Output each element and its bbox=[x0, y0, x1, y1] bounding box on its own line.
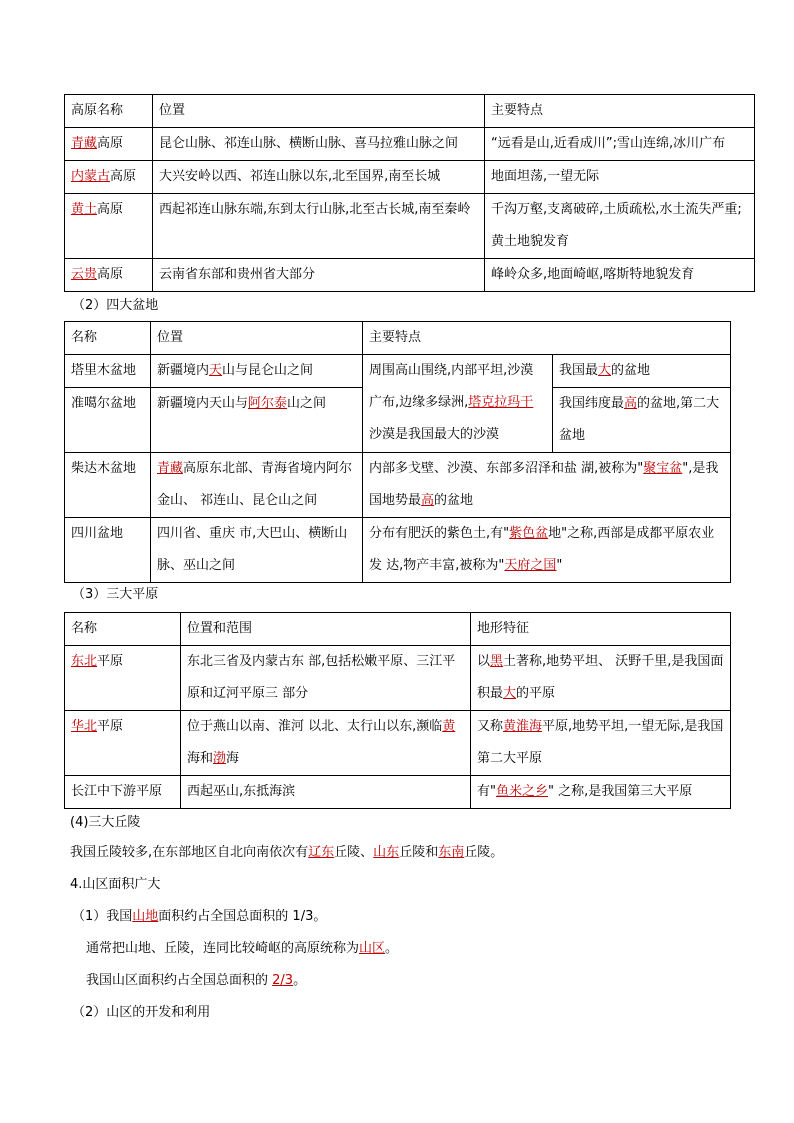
plateau-location: 大兴安岭以西、祁连山脉以东,北至国界,南至长城 bbox=[153, 161, 485, 194]
text-span: 我国山区面积约占全国总面积的 bbox=[86, 973, 273, 988]
plateau-name bbox=[65, 161, 153, 194]
plain-name: 长江中下游平原 bbox=[65, 776, 181, 809]
plain-feature bbox=[471, 776, 731, 809]
hills-paragraph bbox=[70, 843, 503, 863]
text-span: 新疆境内天山与 bbox=[157, 396, 249, 411]
highlight-text: 黄淮海 bbox=[503, 719, 543, 734]
text-span: 丘陵、 bbox=[334, 845, 374, 860]
text-span: 周围高山围绕,内部平坦,沙漠广布,边缘多绿洲, bbox=[369, 363, 534, 410]
highlight-text: 辽东 bbox=[308, 845, 335, 860]
text-span: （1）我国 bbox=[72, 909, 133, 924]
text-span: 有" bbox=[477, 784, 496, 799]
basin-location bbox=[151, 355, 363, 388]
table-row bbox=[65, 776, 731, 809]
plateau-name bbox=[65, 194, 153, 259]
highlight-text: 山东 bbox=[373, 845, 400, 860]
plateau-name bbox=[65, 259, 153, 292]
plain-feature bbox=[471, 646, 731, 711]
table-row bbox=[65, 194, 755, 259]
highlight-text: 华北 bbox=[71, 719, 98, 734]
text-span: 平原 bbox=[97, 719, 124, 734]
text-span: 位于燕山以南、淮河 以北、太行山以东,濒临 bbox=[187, 719, 443, 734]
text-span: 高原东北部、青海省境内阿尔金山、 祁连山、昆仑山之间 bbox=[157, 461, 353, 508]
basin-name: 四川盆地 bbox=[65, 518, 151, 583]
highlight-text: 东南 bbox=[438, 845, 465, 860]
text-span: 的盆地,第二大盆地 bbox=[559, 396, 720, 443]
plain-location bbox=[181, 711, 471, 776]
table-row bbox=[65, 646, 731, 711]
plain-name bbox=[65, 711, 181, 776]
text-span: ",是我国地势最 bbox=[369, 461, 719, 508]
hills-heading: (4)三大丘陵 bbox=[70, 815, 141, 830]
plateau-name bbox=[65, 128, 153, 161]
text-span: 丘陵。 bbox=[464, 845, 504, 860]
header-cell: 名称 bbox=[65, 322, 151, 355]
plain-location: 西起巫山,东抵海滨 bbox=[181, 776, 471, 809]
text-span: 丘陵和 bbox=[399, 845, 439, 860]
text-span: 。 bbox=[385, 941, 399, 956]
header-cell: 地形特征 bbox=[471, 613, 731, 646]
header-cell: 高原名称 bbox=[65, 95, 153, 128]
text-span: 土著称,地势平坦、 沃野千里,是我国面积最 bbox=[477, 654, 724, 701]
plateau-name-suffix: 高原 bbox=[97, 267, 124, 282]
text-span: 海和 bbox=[187, 751, 214, 766]
header-cell: 主要特点 bbox=[363, 322, 731, 355]
table-row bbox=[65, 711, 731, 776]
text-span: 的盆地 bbox=[434, 493, 474, 508]
basin-feature bbox=[553, 388, 731, 453]
plain-location: 东北三省及内蒙古东 部,包括松嫩平原、三江平原和辽河平原三 部分 bbox=[181, 646, 471, 711]
table-row bbox=[65, 453, 731, 518]
text-span: 平原,地势平坦,一望无际,是我国第二大平原 bbox=[477, 719, 724, 766]
header-cell: 位置和范围 bbox=[181, 613, 471, 646]
table-row bbox=[65, 128, 755, 161]
highlight-text: 高 bbox=[421, 493, 435, 508]
plateau-name-suffix: 高原 bbox=[97, 202, 124, 217]
text-span: 的平原 bbox=[516, 686, 556, 701]
text-span: 平原 bbox=[97, 654, 124, 669]
highlight-text: 天 bbox=[209, 363, 223, 378]
plateau-location: 昆仑山脉、祁连山脉、横断山脉、喜马拉雅山脉之间 bbox=[153, 128, 485, 161]
highlight-text: 云贵 bbox=[71, 267, 98, 282]
mountain-paragraph-2 bbox=[86, 939, 398, 959]
plateau-name-suffix: 高原 bbox=[110, 169, 137, 184]
plateau-feature: 地面坦荡,一望无际 bbox=[485, 161, 755, 194]
text-span: 山之间 bbox=[287, 396, 327, 411]
plateau-feature: 千沟万壑,支离破碎,土质疏松,水土流失严重;黄土地貌发育 bbox=[485, 194, 755, 259]
plains-caption: （3）三大平原 bbox=[72, 587, 159, 602]
plateau-location: 云南省东部和贵州省大部分 bbox=[153, 259, 485, 292]
text-span: 地"之称,西部是成都平原农业发 达,物产丰富,被称为" bbox=[369, 526, 715, 573]
plateau-location: 西起祁连山脉东端,东到太行山脉,北至古长城,南至秦岭 bbox=[153, 194, 485, 259]
text-span: 又称 bbox=[477, 719, 504, 734]
highlight-text: 鱼米之乡 bbox=[495, 784, 548, 799]
header-cell: 位置 bbox=[153, 95, 485, 128]
highlight-text: 塔克拉玛干 bbox=[468, 395, 534, 410]
text-span: 。 bbox=[293, 973, 307, 988]
text-span: 我国丘陵较多,在东部地区自北向南依次有 bbox=[70, 845, 309, 860]
basin-location bbox=[151, 388, 363, 453]
text-span: 面积约占全国总面积的 1/3。 bbox=[158, 909, 327, 924]
table-header-row bbox=[65, 95, 755, 128]
text-span: 我国最 bbox=[559, 363, 599, 378]
highlight-text: 渤 bbox=[213, 751, 227, 766]
highlight-text: 黄 bbox=[442, 719, 456, 734]
basin-name: 柴达木盆地 bbox=[65, 453, 151, 518]
text-span: " bbox=[556, 558, 563, 573]
highlight-text: 黑 bbox=[490, 654, 504, 669]
plateau-feature: “远看是山,近看成川”;雪山连绵,冰川广布 bbox=[485, 128, 755, 161]
mountain-paragraph-4: （2）山区的开发和利用 bbox=[72, 1005, 211, 1020]
text-span: 通常把山地、丘陵，连同比较崎岖的高原统称为 bbox=[86, 941, 360, 956]
basin-feature bbox=[363, 518, 731, 583]
highlight-text: 聚宝盆 bbox=[643, 461, 683, 476]
text-span: 我国纬度最 bbox=[559, 396, 625, 411]
header-cell: 主要特点 bbox=[485, 95, 755, 128]
table-row bbox=[65, 161, 755, 194]
basin-table bbox=[64, 321, 731, 583]
table-row bbox=[65, 259, 755, 292]
basin-feature bbox=[363, 453, 731, 518]
table-row bbox=[65, 355, 731, 388]
highlight-text: 2/3 bbox=[272, 973, 294, 988]
plateau-table bbox=[64, 94, 755, 292]
text-span: 海 bbox=[226, 751, 240, 766]
basin-name: 塔里木盆地 bbox=[65, 355, 151, 388]
basins-caption: （2）四大盆地 bbox=[72, 298, 159, 313]
plain-name bbox=[65, 646, 181, 711]
header-cell: 名称 bbox=[65, 613, 181, 646]
highlight-text: 内蒙古 bbox=[71, 169, 111, 184]
highlight-text: 东北 bbox=[71, 654, 98, 669]
table-row bbox=[65, 518, 731, 583]
mountain-heading: 4.山区面积广大 bbox=[70, 877, 161, 892]
basin-location bbox=[151, 453, 363, 518]
highlight-text: 山区 bbox=[359, 941, 386, 956]
basin-location: 四川省、重庆 市,大巴山、横断山脉、巫山之间 bbox=[151, 518, 363, 583]
text-span: " 之称,是我国第三大平原 bbox=[548, 784, 693, 799]
highlight-text: 紫色盆 bbox=[509, 526, 549, 541]
table-header-row bbox=[65, 322, 731, 355]
basin-name: 准噶尔盆地 bbox=[65, 388, 151, 453]
mountain-paragraph-1 bbox=[72, 907, 326, 927]
highlight-text: 阿尔泰 bbox=[248, 396, 288, 411]
text-span: 沙漠是我国最大的沙漠 bbox=[369, 427, 500, 442]
plain-table bbox=[64, 612, 731, 809]
highlight-text: 青藏 bbox=[157, 461, 184, 476]
highlight-text: 青藏 bbox=[71, 136, 98, 151]
text-span: 内部多戈壁、沙漠、东部多沼泽和盐 湖,被称为" bbox=[369, 461, 644, 476]
highlight-text: 高 bbox=[624, 396, 638, 411]
text-span: 以 bbox=[477, 654, 491, 669]
text-span: 的盆地 bbox=[611, 363, 651, 378]
basin-feature bbox=[553, 355, 731, 388]
text-span: 山与昆仑山之间 bbox=[222, 363, 314, 378]
table-header-row bbox=[65, 613, 731, 646]
plain-feature bbox=[471, 711, 731, 776]
highlight-text: 大 bbox=[598, 363, 612, 378]
highlight-text: 黄土 bbox=[71, 202, 98, 217]
highlight-text: 大 bbox=[503, 686, 517, 701]
highlight-text: 山地 bbox=[132, 909, 159, 924]
highlight-text: 天府之国 bbox=[504, 558, 557, 573]
plateau-name-suffix: 高原 bbox=[97, 136, 124, 151]
plateau-feature: 峰岭众多,地面崎岖,喀斯特地貌发育 bbox=[485, 259, 755, 292]
basin-shared-feature bbox=[363, 355, 553, 453]
text-span: 新疆境内 bbox=[157, 363, 210, 378]
mountain-paragraph-3 bbox=[86, 971, 306, 991]
header-cell: 位置 bbox=[151, 322, 363, 355]
text-span: 分布有肥沃的紫色土,有" bbox=[369, 526, 510, 541]
